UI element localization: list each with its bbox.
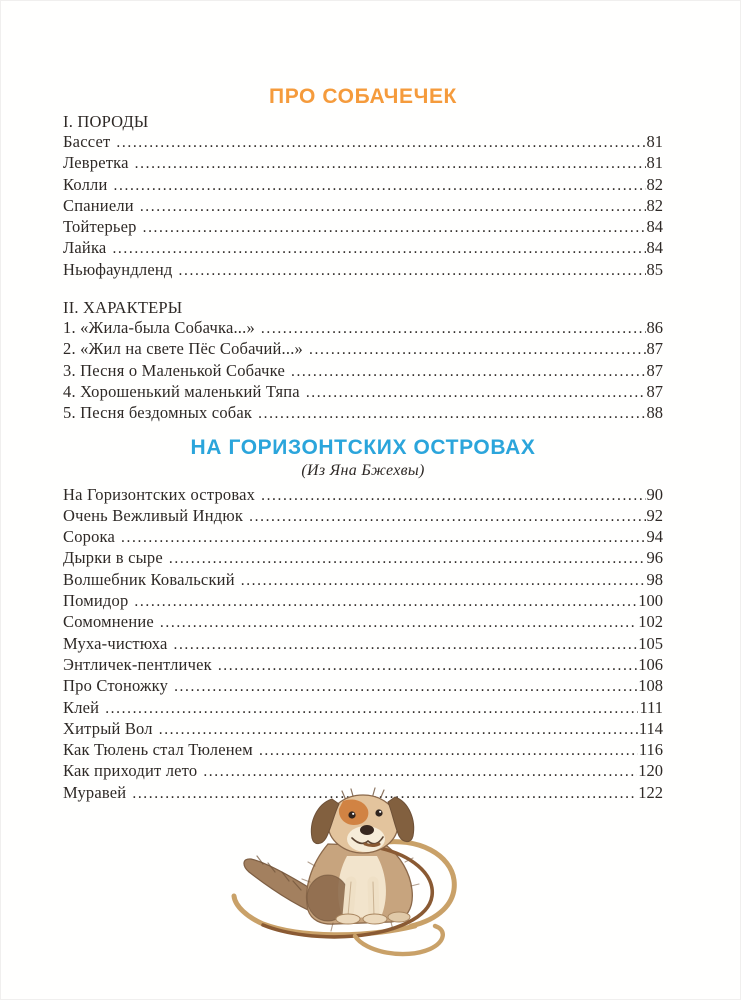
toc-entry-page: 111 bbox=[639, 697, 663, 717]
toc-entry-title: Хитрый Вол bbox=[63, 718, 153, 738]
toc-entry bbox=[63, 238, 663, 259]
dot-leader bbox=[241, 570, 646, 591]
toc-entry-title: Как Тюлень стал Тюленем bbox=[63, 740, 253, 760]
toc-entry-page: 100 bbox=[638, 591, 663, 611]
section-groups bbox=[63, 111, 663, 425]
toc-entry-title: Спаниели bbox=[63, 195, 134, 215]
group-heading: I. ПОРОДЫ bbox=[63, 112, 149, 131]
group-entries bbox=[63, 132, 663, 281]
toc-entry-title: Волшебник Ковальский bbox=[63, 569, 235, 589]
dot-leader bbox=[160, 612, 637, 633]
toc-entry-page: 88 bbox=[646, 403, 663, 423]
toc-entry bbox=[63, 761, 663, 782]
toc-entry bbox=[63, 361, 663, 382]
toc-entry-page: 94 bbox=[646, 527, 663, 547]
toc-entry bbox=[63, 132, 663, 153]
toc-section bbox=[63, 435, 663, 804]
toc-entry-title: Муравей bbox=[63, 782, 127, 802]
toc-entry bbox=[63, 403, 663, 424]
toc-entry bbox=[63, 548, 663, 569]
toc-entry bbox=[63, 175, 663, 196]
dot-leader bbox=[261, 318, 646, 339]
toc-entry-title: Энтличек-пентличек bbox=[63, 654, 212, 674]
toc-entry bbox=[63, 719, 663, 740]
toc-entry-page: 122 bbox=[638, 782, 663, 802]
toc-entry-page: 86 bbox=[646, 318, 663, 338]
toc-entry-title: Клей bbox=[63, 697, 100, 717]
toc-entry-title: 3. Песня о Маленькой Собачке bbox=[63, 360, 285, 380]
dot-leader bbox=[112, 238, 645, 259]
toc-entry-page: 84 bbox=[646, 238, 663, 258]
dog-drawing bbox=[215, 786, 515, 996]
dot-leader bbox=[173, 634, 637, 655]
toc-entry-title: Как приходит лето bbox=[63, 761, 198, 781]
dot-leader bbox=[169, 548, 646, 569]
section-subtitle: (Из Яна Бжехвы) bbox=[301, 461, 425, 479]
toc-entry-title: Тойтерьер bbox=[63, 217, 137, 237]
toc-entry-page: 98 bbox=[646, 569, 663, 589]
dot-leader bbox=[105, 698, 638, 719]
toc-entry-page: 87 bbox=[646, 360, 663, 380]
toc-entry bbox=[63, 655, 663, 676]
toc-entry-title: 5. Песня бездомных собак bbox=[63, 403, 253, 423]
toc-entry-page: 90 bbox=[646, 484, 663, 504]
dot-leader bbox=[249, 506, 645, 527]
group-heading: II. ХАРАКТЕРЫ bbox=[63, 298, 183, 318]
dot-leader bbox=[143, 217, 646, 238]
toc-entry-page: 108 bbox=[638, 676, 663, 696]
section-title: НА ГОРИЗОНТСКИХ ОСТРОВАХ bbox=[190, 435, 536, 459]
toc-entry-page: 116 bbox=[638, 740, 663, 760]
toc-entry bbox=[63, 740, 663, 761]
toc-entry-page: 87 bbox=[646, 381, 663, 401]
toc-entry-title: Про Стоножку bbox=[63, 676, 169, 696]
toc-entry bbox=[63, 676, 663, 697]
toc-group bbox=[63, 111, 663, 281]
toc-entry-page: 82 bbox=[646, 174, 663, 194]
toc-entry-title: Бассет bbox=[63, 132, 111, 151]
toc-entry bbox=[63, 698, 663, 719]
toc-entry bbox=[63, 591, 663, 612]
toc-entry-title: На Горизонтских островах bbox=[63, 484, 256, 504]
dot-leader bbox=[140, 196, 646, 217]
dot-leader bbox=[258, 403, 645, 424]
toc-entry bbox=[63, 612, 663, 633]
dot-leader bbox=[135, 153, 646, 174]
toc-entry bbox=[63, 260, 663, 281]
toc-entry bbox=[63, 217, 663, 238]
group-entries bbox=[63, 318, 663, 424]
dot-leader bbox=[259, 740, 638, 761]
dot-leader bbox=[134, 591, 637, 612]
toc-entry-title: Колли bbox=[63, 174, 108, 194]
toc-entry-title: Левретка bbox=[63, 153, 129, 173]
dot-leader bbox=[218, 655, 637, 676]
toc-entry bbox=[63, 196, 663, 217]
toc-entry bbox=[63, 153, 663, 174]
toc-entry-title: Сомомнение bbox=[63, 612, 154, 632]
section-title: ПРО СОБАЧЕЧЕК bbox=[269, 85, 457, 108]
dot-leader bbox=[116, 132, 645, 153]
dot-leader bbox=[179, 260, 646, 281]
toc-entry bbox=[63, 382, 663, 403]
toc-entry bbox=[63, 634, 663, 655]
toc-entry-page: 87 bbox=[646, 339, 663, 359]
toc-entry-title: 4. Хорошенький маленький Тяпа bbox=[63, 381, 300, 401]
toc-entry-page: 105 bbox=[638, 633, 663, 653]
dot-leader bbox=[291, 361, 646, 382]
toc-entry-page: 106 bbox=[638, 654, 663, 674]
dot-leader bbox=[203, 761, 637, 782]
toc-entry-title: Муха-чистюха bbox=[63, 633, 168, 653]
toc-group bbox=[63, 297, 663, 424]
dot-leader bbox=[159, 719, 638, 740]
toc-entry-page: 96 bbox=[646, 548, 663, 568]
toc-entry bbox=[63, 485, 663, 506]
table-of-contents bbox=[63, 84, 663, 804]
toc-entry-page: 82 bbox=[646, 195, 663, 215]
toc-entry-title: 2. «Жил на свете Пёс Собачий...» bbox=[63, 339, 303, 359]
toc-entry-page: 84 bbox=[646, 217, 663, 237]
toc-entry bbox=[63, 318, 663, 339]
section-groups bbox=[63, 485, 663, 804]
toc-entry-title: 1. «Жила-была Собачка...» bbox=[63, 318, 255, 338]
group-entries bbox=[63, 485, 663, 804]
dot-leader bbox=[114, 175, 646, 196]
toc-entry bbox=[63, 570, 663, 591]
toc-entry-page: 81 bbox=[646, 153, 663, 173]
toc-entry bbox=[63, 339, 663, 360]
toc-entry-title: Ньюфаундленд bbox=[63, 259, 173, 279]
toc-entry bbox=[63, 527, 663, 548]
toc-entry-page: 81 bbox=[646, 132, 663, 151]
dot-leader bbox=[121, 527, 645, 548]
toc-entry-page: 114 bbox=[638, 718, 663, 738]
toc-entry-page: 102 bbox=[638, 612, 663, 632]
dot-leader bbox=[306, 382, 646, 403]
toc-entry-title: Сорока bbox=[63, 527, 116, 547]
dot-leader bbox=[309, 339, 646, 360]
toc-entry-title: Помидор bbox=[63, 591, 129, 611]
toc-entry-title: Очень Вежливый Индюк bbox=[63, 505, 244, 525]
dot-leader bbox=[261, 485, 645, 506]
dot-leader bbox=[174, 676, 637, 697]
toc-entry-page: 85 bbox=[646, 259, 663, 279]
toc-entry bbox=[63, 506, 663, 527]
toc-section bbox=[63, 84, 663, 425]
toc-entry-title: Дырки в сыре bbox=[63, 548, 163, 568]
toc-entry-page: 120 bbox=[638, 761, 663, 781]
toc-entry-page: 92 bbox=[646, 505, 663, 525]
toc-group bbox=[63, 485, 663, 804]
dog-with-ribbon-illustration bbox=[215, 786, 515, 996]
toc-entry-title: Лайка bbox=[63, 238, 107, 258]
